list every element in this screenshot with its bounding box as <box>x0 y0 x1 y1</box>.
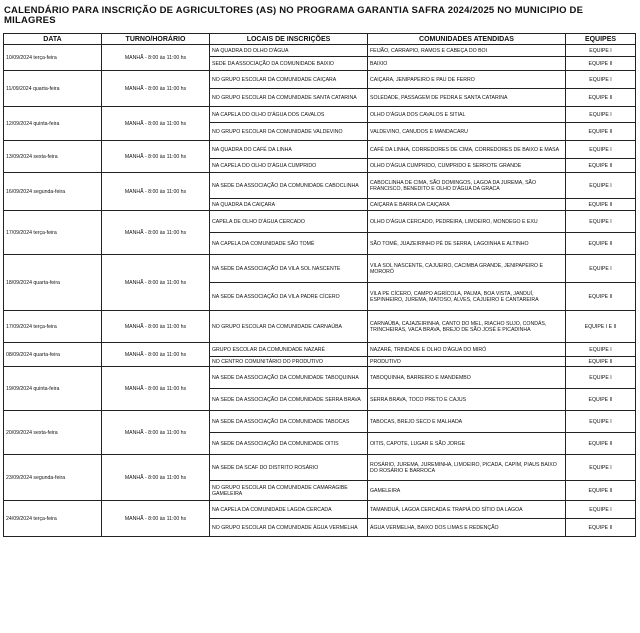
document-title: CALENDÁRIO PARA INSCRIÇÃO DE AGRICULTORES (AS) NO PROGRAMA GARANTIA SAFRA 2024/2025 NO MUNICIPIO DE MILAGRES <box>4 5 584 26</box>
comunidades-cell: GAMELEIRA <box>368 481 566 501</box>
table-row <box>4 141 636 159</box>
local-cell: CAPELA DE OLHO D'ÁGUA CERCADO <box>210 211 368 233</box>
table-row <box>4 455 636 481</box>
table-row <box>4 107 636 123</box>
comunidades-cell: SERRA BRAVA, TOCO PRETO E CAJUS <box>368 389 566 411</box>
equipe-cell: EQUIPE I <box>566 367 636 389</box>
local-cell: NA QUADRA DA CAIÇARA <box>210 199 368 211</box>
turno-cell: MANHÃ - 8:00 às 11:00 hs <box>102 367 210 411</box>
comunidades-cell: OLHO D'ÁGUA CERCADO, PEDREIRA, LIMOEIRO, MONDEGO E EXU <box>368 211 566 233</box>
turno-cell: MANHÃ - 8:00 às 11:00 hs <box>102 45 210 71</box>
local-cell: NO GRUPO ESCOLAR DA COMUNIDADE CAMARAGIBE GAMELEIRA <box>210 481 368 501</box>
date-cell: 17/09/2024 terça-feira <box>4 211 102 255</box>
local-cell: NO GRUPO ESCOLAR DA COMUNIDADE VALDEVINO <box>210 123 368 141</box>
table-row <box>4 255 636 283</box>
equipe-cell: EQUIPE I <box>566 107 636 123</box>
header-row <box>4 34 636 45</box>
header-equipes: EQUIPES <box>566 34 636 45</box>
table-row <box>4 411 636 433</box>
comunidades-cell: VILA PE CÍCERO, CAMPO AGRÍCOLA, PALMA, BOA VISTA, JANDUÍ, ESPINHEIRO, JUREMA, MATOSO, ALVES, CAJUEIRO E CANTAREIRA <box>368 283 566 311</box>
local-cell: NA SEDE DA SCAF DO DISTRITO ROSÁRIO <box>210 455 368 481</box>
local-cell: NO GRUPO ESCOLAR DA COMUNIDADE CARNAÚBA <box>210 311 368 343</box>
comunidades-cell: SÃO TOMÉ, JUAZEIRINHO PÉ DE SERRA, LAGOINHA E ALTINHO <box>368 233 566 255</box>
turno-cell: MANHÃ - 8:00 às 11:00 hs <box>102 343 210 367</box>
comunidades-cell: CAIÇARA, JENIPAPEIRO E PAU DE FERRO <box>368 71 566 89</box>
schedule-body <box>4 45 636 537</box>
local-cell: NA SEDE DA ASSOCIAÇÃO DA VILA SOL NASCENTE <box>210 255 368 283</box>
local-cell: NA SEDE DA ASSOCIAÇÃO DA COMUNIDADE CABOCLINHA <box>210 173 368 199</box>
equipe-cell: EQUIPE II <box>566 159 636 173</box>
date-cell: 20/09/2024 sexta-feira <box>4 411 102 455</box>
comunidades-cell: TAMANDUÁ, LAGOA CERCADA E TRAPIÁ DO SÍTIO DA LAGOA <box>368 501 566 519</box>
turno-cell: MANHÃ - 8:00 às 11:00 hs <box>102 107 210 141</box>
turno-cell: MANHÃ - 8:00 às 11:00 hs <box>102 255 210 311</box>
local-cell: NO GRUPO ESCOLAR DA COMUNIDADE SANTA CATARINA <box>210 89 368 107</box>
comunidades-cell: TABOQUINHA, BARREIRO E MANDEMBO <box>368 367 566 389</box>
turno-cell: MANHÃ - 8:00 às 11:00 hs <box>102 211 210 255</box>
date-cell: 16/09/2024 segunda-feira <box>4 173 102 211</box>
table-row <box>4 71 636 89</box>
turno-cell: MANHÃ - 8:00 às 11:00 hs <box>102 141 210 173</box>
equipe-cell: EQUIPE I <box>566 411 636 433</box>
comunidades-cell: VALDEVINO, CANUDOS E MANDACARU <box>368 123 566 141</box>
local-cell: NO GRUPO ESCOLAR DA COMUNIDADE ÁGUA VERMELHA <box>210 519 368 537</box>
equipe-cell: EQUIPE I E II <box>566 311 636 343</box>
turno-cell: MANHÃ - 8:00 às 11:00 hs <box>102 455 210 501</box>
header-data: DATA <box>4 34 102 45</box>
equipe-cell: EQUIPE II <box>566 433 636 455</box>
local-cell: NA SEDE DA ASSOCIAÇÃO DA COMUNIDADE TABOQUINHA <box>210 367 368 389</box>
equipe-cell: EQUIPE I <box>566 211 636 233</box>
equipe-cell: EQUIPE II <box>566 233 636 255</box>
comunidades-cell: OLHO D'ÁGUA CUMPRIDO, CUMPRIDO E SERROTE GRANDE <box>368 159 566 173</box>
schedule-table <box>3 33 636 537</box>
equipe-cell: EQUIPE II <box>566 123 636 141</box>
equipe-cell: EQUIPE II <box>566 519 636 537</box>
equipe-cell: EQUIPE I <box>566 501 636 519</box>
equipe-cell: EQUIPE I <box>566 71 636 89</box>
date-cell: 13/09/2024 sexta-feira <box>4 141 102 173</box>
equipe-cell: EQUIPE I <box>566 255 636 283</box>
local-cell: NA CAPELA DA COMUNIDADE LAGOA CERCADA <box>210 501 368 519</box>
comunidades-cell: FEIJÃO, CARRAPIO, RAMOS E CABEÇA DO BOI <box>368 45 566 57</box>
date-cell: 19/09/2024 quinta-feira <box>4 367 102 411</box>
local-cell: NO CENTRO COMUNITÁRIO DO PRODUTIVO <box>210 357 368 367</box>
table-row <box>4 343 636 357</box>
local-cell: NA CAPELA DO OLHO D'ÁGUA DOS CAVALOS <box>210 107 368 123</box>
equipe-cell: EQUIPE II <box>566 283 636 311</box>
equipe-cell: EQUIPE I <box>566 141 636 159</box>
local-cell: NA SEDE DA ASSOCIAÇÃO DA COMUNIDADE SERRA BRAVA <box>210 389 368 411</box>
local-cell: NA SEDE DA ASSOCIAÇÃO DA COMUNIDADE OITIS <box>210 433 368 455</box>
comunidades-cell: VILA SOL NASCENTE, CAJUEIRO, CACIMBA GRANDE, JENIPAPEIRO E MORORÓ <box>368 255 566 283</box>
local-cell: NA SEDE DA ASSOCIAÇÃO DA COMUNIDADE TABOCAS <box>210 411 368 433</box>
local-cell: NO GRUPO ESCOLAR DA COMUNIDADE CAIÇARA <box>210 71 368 89</box>
table-row <box>4 211 636 233</box>
comunidades-cell: SOLEDADE, PASSAGEM DE PEDRA E SANTA CATARINA <box>368 89 566 107</box>
local-cell: NA SEDE DA ASSOCIAÇÃO DA VILA PADRE CÍCERO <box>210 283 368 311</box>
header-locais: LOCAIS DE INSCRIÇÕES <box>210 34 368 45</box>
equipe-cell: EQUIPE II <box>566 357 636 367</box>
header-comunidades: COMUNIDADES ATENDIDAS <box>368 34 566 45</box>
comunidades-cell: BAIXIO <box>368 57 566 71</box>
turno-cell: MANHÃ - 8:00 às 11:00 hs <box>102 501 210 537</box>
equipe-cell: EQUIPE II <box>566 389 636 411</box>
equipe-cell: EQUIPE II <box>566 481 636 501</box>
date-cell: 24/09/2024 terça-feira <box>4 501 102 537</box>
comunidades-cell: CAFÉ DA LINHA, CORREDORES DE CIMA, CORREDORES DE BAIXO E MASA <box>368 141 566 159</box>
date-cell: 11/09/2024 quarta-feira <box>4 71 102 107</box>
table-row <box>4 311 636 343</box>
local-cell: NA QUADRA DO CAFÉ DA LINHA <box>210 141 368 159</box>
equipe-cell: EQUIPE II <box>566 89 636 107</box>
table-row <box>4 367 636 389</box>
comunidades-cell: OITIS, CAPOTE, LUGAR E SÃO JORGE <box>368 433 566 455</box>
table-row <box>4 173 636 199</box>
equipe-cell: EQUIPE I <box>566 45 636 57</box>
equipe-cell: EQUIPE II <box>566 57 636 71</box>
comunidades-cell: ÁGUA VERMELHA, BAIXO DOS LIMAS E REDENÇÃO <box>368 519 566 537</box>
date-cell: 10/09/2024 terça-feira <box>4 45 102 71</box>
comunidades-cell: TABOCAS, BREJO SECO E MALHADA <box>368 411 566 433</box>
table-row <box>4 501 636 519</box>
turno-cell: MANHÃ - 8:00 às 11:00 hs <box>102 311 210 343</box>
local-cell: GRUPO ESCOLAR DA COMUNIDADE NAZARÉ <box>210 343 368 357</box>
comunidades-cell: CAIÇARA E BARRA DA CAIÇARA <box>368 199 566 211</box>
local-cell: SEDE DA ASSOCIAÇÃO DA COMUNIDADE BAIXIO <box>210 57 368 71</box>
header-turno: TURNO/HORÁRIO <box>102 34 210 45</box>
date-cell: 17/09/2024 terça-feira <box>4 311 102 343</box>
comunidades-cell: PRODUTIVO <box>368 357 566 367</box>
comunidades-cell: ROSÁRIO, JUREMA, JUREMINHA, LIMOEIRO, PICADA, CAPIM, PIAUS BAIXO DO ROSÁRIO E BARROCA <box>368 455 566 481</box>
equipe-cell: EQUIPE II <box>566 199 636 211</box>
turno-cell: MANHÃ - 8:00 às 11:00 hs <box>102 411 210 455</box>
date-cell: 18/09/2024 quarta-feira <box>4 255 102 311</box>
comunidades-cell: CARNAÚBA, CAJAZEIRINHA, CANTO DO MEL, RIACHO SUJO, CONDÁS, TRINCHEIRAS, VACA BRAVA, BREJO DE SÃO JOSÉ E PICADINHA <box>368 311 566 343</box>
equipe-cell: EQUIPE I <box>566 343 636 357</box>
comunidades-cell: OLHO D'ÁGUA DOS CAVALOS E SITIAL <box>368 107 566 123</box>
equipe-cell: EQUIPE I <box>566 173 636 199</box>
date-cell: 12/09/2024 quinta-feira <box>4 107 102 141</box>
comunidades-cell: NAZARÉ, TRINDADE E OLHO D'ÁGUA DO MIRÓ <box>368 343 566 357</box>
equipe-cell: EQUIPE I <box>566 455 636 481</box>
turno-cell: MANHÃ - 8:00 às 11:00 hs <box>102 71 210 107</box>
date-cell: 23/09/2024 segunda-feira <box>4 455 102 501</box>
table-row <box>4 45 636 57</box>
date-cell: 08/09/2024 quarta-feira <box>4 343 102 367</box>
turno-cell: MANHÃ - 8:00 às 11:00 hs <box>102 173 210 211</box>
local-cell: NA CAPELA DO OLHO D'ÁGUA CUMPRIDO <box>210 159 368 173</box>
comunidades-cell: CABOCLINHA DE CIMA, SÃO DOMINGOS, LAGOA DA JUREMA, SÃO FRANCISCO, BENEDITO E OLHO D'ÁGUA DA GRACA <box>368 173 566 199</box>
local-cell: NA CAPELA DA COMUNIDADE SÃO TOMÉ <box>210 233 368 255</box>
local-cell: NA QUADRA DO OLHO D'ÁGUA <box>210 45 368 57</box>
